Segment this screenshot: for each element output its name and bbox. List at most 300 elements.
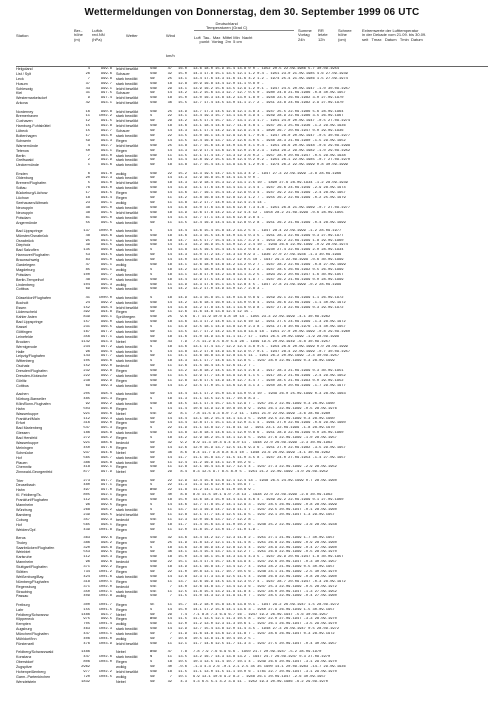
station-weather: leicht bewölkt	[116, 96, 139, 101]
station-height: 17	[85, 191, 90, 196]
station-weather: leicht bewölkt	[116, 109, 139, 114]
wind-direction: SSW	[150, 669, 157, 674]
wind-direction: SW	[150, 527, 155, 532]
wind-speed: 18	[167, 320, 172, 325]
station-pressure: 999.7	[100, 81, 112, 86]
wind-speed: 14	[167, 243, 172, 248]
station-name: Bückeburg/Lüchow	[16, 191, 48, 196]
air-temperature: 11.9	[178, 426, 187, 431]
station-name: Göttingen	[16, 329, 32, 334]
station-values: 13.6 15.4 15.8 14.2 13.2 5 4 - 1947 28.4 22.09.1999 -1.2 28.09.1977	[193, 228, 342, 233]
station-name: Husum	[16, 81, 28, 86]
table-row	[16, 221, 488, 226]
wind-speed: 22	[167, 133, 172, 138]
wind-direction: SSW	[150, 369, 157, 374]
station-height: 6	[87, 171, 90, 176]
station-weather: leicht bewölkt	[116, 119, 139, 124]
station-weather: Regen	[116, 522, 127, 527]
station-values: 11.2 14.1 12.6 11.0 10.8 9 -	[193, 488, 255, 493]
station-weather: stark bewölkt	[116, 238, 138, 243]
station-height: 96	[85, 560, 90, 565]
station-pressure: 999.9	[100, 378, 112, 383]
station-name: Cottbus	[16, 287, 29, 292]
station-values: 12.9 18.2 15.4 14.1 12.9 5 - 1951 27.6 22.09.1999 -1.0 28.09.1957	[193, 436, 337, 441]
wind-speed: 18	[167, 396, 172, 401]
wind-direction: S	[150, 436, 153, 441]
wind-direction: SSW	[150, 431, 157, 436]
station-pressure: 1002.1	[98, 589, 112, 594]
station-weather: leicht bewölkt	[116, 641, 139, 646]
wind-speed: 18	[167, 522, 172, 527]
station-values: 12.8 17.1 15.1 13.3 12.0 3.1 4 - 1961 27.0 22.09.1999 -0.6 29.09.1960	[193, 421, 346, 426]
wind-speed: 25	[167, 540, 172, 545]
station-values: 13.1 17.6 14.0 13.4 13.1 2.4 4 - 1947 26.6 24.09.1949 -2.9 28.09.1974	[193, 186, 346, 191]
station-pressure: 994.0	[100, 186, 112, 191]
station-name: Wernigerode	[16, 344, 38, 349]
wind-direction: SSW	[150, 535, 157, 540]
air-temperature: 12.0	[178, 622, 187, 627]
air-temperature: 12.9	[178, 478, 187, 483]
station-weather: Regen	[116, 540, 127, 545]
station-values: 13.6 18.4 16.0 14.1 14.0 0.8 4 - 1951 26.6 22.09.1999 -1.1 30.09.1972	[193, 300, 346, 305]
station-values: 13.0 16.0 14.4 13.2 12 0.5 10 - 1947 29.3 22.09.1999 -0.6 30.09.1999	[193, 258, 344, 263]
station-values: 7.8 11.5 9.3 8.0 7.2 11 - 1951 21.0 22.09.1999 -3.6 28.09.1980	[193, 411, 331, 416]
station-height: 5	[87, 181, 90, 186]
air-temperature: 8.1	[180, 411, 187, 416]
air-temperature: 12.6	[178, 310, 187, 315]
station-pressure: 1001.6	[98, 574, 112, 579]
air-temperature: 14.6	[178, 124, 187, 129]
station-height: 92	[85, 401, 90, 406]
wind-speed: 18	[167, 669, 172, 674]
station-height: 53	[85, 253, 90, 258]
station-pressure: 996.1	[100, 315, 112, 320]
station-weather: Regen	[116, 445, 127, 450]
station-name: München/Flughafen	[16, 632, 49, 637]
wind-speed: 18	[167, 263, 172, 268]
station-height: 300	[83, 602, 90, 607]
station-name: Norderney	[16, 109, 34, 114]
wind-direction: SW	[150, 493, 155, 498]
station-weather: Regen	[116, 426, 127, 431]
station-weather: leicht bewölkt	[116, 124, 139, 129]
air-temperature: -0.6	[178, 664, 187, 669]
station-height: 547	[83, 426, 90, 431]
wind-direction: SSW	[150, 124, 157, 129]
air-temperature: 13.5	[178, 138, 187, 143]
air-temperature: 12.8	[178, 574, 187, 579]
station-values: 13.4 14.2 12.7 12.3 11.8 2 - 1951 27.1 21.09.1999 1.7 30.09.1957	[193, 535, 335, 540]
station-height: 96	[85, 349, 90, 354]
wind-direction: S	[150, 545, 153, 550]
air-temperature: 14.1	[178, 114, 187, 119]
station-height: 143	[83, 354, 90, 359]
station-height: 152	[83, 364, 90, 369]
wind-speed: 18	[167, 334, 172, 339]
wind-speed: 11	[167, 602, 172, 607]
station-pressure: 983.0	[100, 153, 112, 158]
wind-speed: 32	[167, 679, 172, 684]
station-pressure: 992.1	[100, 493, 112, 498]
station-pressure: 996.5	[100, 287, 112, 292]
station-values: 13.2 16.9 15.5 13.0 12.2 2.4 10 - 1949 26.6 22.09.1999 -0.9 28.09.1974	[193, 243, 348, 248]
station-height: 18	[85, 196, 90, 201]
wind-direction: SSW	[150, 401, 157, 406]
station-weather: Regen	[116, 617, 127, 622]
wind-direction: SW	[150, 258, 155, 263]
station-pressure: 999.8	[100, 67, 112, 71]
station-weather: Regen	[116, 148, 127, 153]
air-temperature: 14.6	[178, 503, 187, 508]
air-temperature: 13.1	[178, 272, 187, 277]
wind-speed: 29	[167, 612, 172, 617]
station-name: Wasserkuppe	[16, 440, 39, 445]
air-temperature: 13.4	[178, 421, 187, 426]
wind-direction: SSW	[150, 282, 157, 287]
station-name: Schwerin	[16, 138, 32, 143]
station-values: 12.0 16.6 13.7 12.7 12.2 8 -	[193, 517, 255, 522]
wind-speed: 11	[167, 220, 172, 225]
station-pressure: 993.5	[100, 243, 112, 248]
station-weather: stark bewölkt	[116, 76, 138, 81]
wind-direction: SSW	[150, 71, 157, 76]
wind-direction: SW	[150, 329, 155, 334]
air-temperature: 12.4	[178, 460, 187, 465]
station-values: 13.3 17.6 15.1 13.5 12.8 4 5 - 1947 27.8 21.09.1999 -0.2 28.09.1999	[193, 282, 342, 287]
station-weather: wolkig	[116, 200, 127, 205]
station-values: 11.0 14.9 13.6 11.1 11.7 17 - 1951 26.5 20.09.1999 -1.9 28.09.1999	[193, 334, 340, 339]
wind-speed: 40	[167, 493, 172, 498]
station-name: Bocholt	[16, 300, 29, 305]
wind-speed: 7	[169, 584, 172, 589]
wind-speed: 18	[167, 295, 172, 300]
station-values: 10.8 13.1 11.7 10.7 10.5 6 - 1948 24.1 21.09.1999 -2.5 30.09.1970	[193, 570, 337, 575]
station-pressure: 999.3	[100, 416, 112, 421]
air-temperature: 15.2	[178, 171, 187, 176]
wind-direction: SSW	[150, 378, 157, 383]
air-temperature: 12.1	[178, 641, 187, 646]
station-values: 11.1 13.8 12.7 11.8 11 12 - 1951 23.1 22.09.1999 -1.8 28.09.1970	[193, 426, 335, 431]
station-name: Kassel	[16, 325, 28, 330]
station-pressure: 994.4	[100, 196, 112, 201]
station-height: 273	[83, 478, 90, 483]
wind-direction: SSW	[150, 81, 157, 86]
wind-speed: 11	[167, 153, 172, 158]
wind-direction: SW	[150, 253, 155, 258]
station-values: 11.1 13.5 12.1 11.3 10.5 8 - 1947 22.0 27.09.1947 -3.3 28.09.1970	[193, 617, 337, 622]
station-name: Brocken	[16, 339, 30, 344]
station-values: 13.6 16.8 13.9 12.8 13.5 11 - 1951 26.2 20.09.1999 -2.4 30.09.1957	[193, 354, 340, 359]
station-weather: wolkig	[116, 622, 127, 627]
air-temperature: 13.9	[178, 210, 187, 215]
station-values: 12.8 19.2 15.5 13.0 12.4 0.2 0.2 - 1951 26.1 22.09.1985 -0.7 27.09.1970	[193, 158, 351, 163]
wind-speed: 18	[167, 565, 172, 570]
station-weather: bedeckt	[116, 364, 129, 369]
station-height: 16	[85, 109, 90, 114]
wind-speed: 14	[167, 392, 172, 397]
wind-direction: SW	[150, 364, 155, 369]
station-height: 48	[85, 233, 90, 238]
station-pressure: 993.0	[100, 181, 112, 186]
station-name: Warnemünde	[16, 143, 38, 148]
station-values: 8.6 11.5 10.1 9.0 7.8 13 - 1938 22.0 22.09.1999 -2.8 30.09.1962	[193, 493, 333, 498]
air-temperature: 14.2	[178, 287, 187, 292]
station-name: Lüdenscheid	[16, 310, 37, 315]
station-weather: stark bewölkt	[116, 334, 138, 339]
wind-direction: SSW	[150, 383, 157, 388]
wind-speed: 11	[167, 196, 172, 201]
table-row	[16, 470, 488, 475]
station-name: Stötten	[16, 570, 28, 575]
air-temperature: 10.1	[178, 674, 187, 679]
station-weather: stark bewölkt	[116, 253, 138, 258]
station-height: 167	[83, 329, 90, 334]
station-weather: Nebel	[116, 450, 126, 455]
air-temperature: 14.2	[178, 91, 187, 96]
station-name: Nürburg-Barweiler	[16, 396, 46, 401]
station-pressure: 994.8	[100, 310, 112, 315]
station-pressure: 998.4	[100, 305, 112, 310]
wind-direction: S	[150, 507, 153, 512]
wind-speed: 11	[167, 364, 172, 369]
station-values: 13.1 18.4 14.6 12.7 11.8 4.8 1 - 1947 26.3 25.09.1936 -1.2 29.09.1936	[193, 124, 346, 129]
station-pressure: 988.6	[100, 440, 112, 445]
station-weather: Sprühregen	[116, 315, 136, 320]
station-height: 4	[87, 67, 90, 71]
station-height: 96	[85, 503, 90, 508]
wind-speed: 14	[167, 129, 172, 134]
station-name: Frankfurt/Main	[16, 416, 40, 421]
station-name: Halle	[16, 349, 25, 354]
station-pressure: 1002.6	[98, 655, 112, 660]
air-temperature: 12.8	[178, 378, 187, 383]
wind-speed: 11	[167, 655, 172, 660]
air-temperature: 13.5	[178, 133, 187, 138]
station-values: 13.1 16.8 14.7 13.4 12.7 4 - 1953 28.2 21.09.1999 0.5 30.09.1957	[193, 565, 335, 570]
station-pressure: 1004.0	[98, 636, 112, 641]
wind-speed: 22	[167, 560, 172, 565]
station-weather: stark bewölkt	[116, 354, 138, 359]
station-name: Deuselbach	[16, 483, 36, 488]
air-temperature: 14.6	[178, 233, 187, 238]
wind-speed: 11	[167, 517, 172, 522]
station-height: 424	[83, 574, 90, 579]
station-weather: stark bewölkt	[116, 325, 138, 330]
air-temperature: 10.5	[178, 659, 187, 664]
wind-speed: 18	[167, 344, 172, 349]
station-height: 48	[85, 277, 90, 282]
station-pressure: 999.7	[100, 374, 112, 378]
station-name: Straubing	[16, 589, 32, 594]
station-values: 13.0 17.2 14.7 14.3 13 0.9 3 - 1936 27.0 27.09.1936 -1.3 30.09.1999	[193, 253, 342, 258]
station-pressure: 999.8	[100, 369, 112, 374]
air-temperature: 14.2	[178, 300, 187, 305]
wind-direction: SSW	[150, 339, 157, 344]
table-row	[16, 384, 488, 389]
station-pressure: 999.3	[100, 383, 112, 388]
station-pressure: 998.7	[100, 455, 112, 460]
station-weather: stark bewölkt	[116, 220, 138, 225]
wind-direction: S	[150, 114, 153, 119]
station-pressure: 997.1	[100, 483, 112, 488]
wind-speed: 11	[167, 369, 172, 374]
station-height: 137	[83, 228, 90, 233]
station-weather: stark bewölkt	[116, 589, 138, 594]
air-temperature: 13.8	[178, 349, 187, 354]
station-name: Potsdam	[16, 215, 31, 220]
station-height: 450	[83, 445, 90, 450]
wind-direction: SW	[150, 163, 155, 168]
station-values: 7.1 8.8 7.3 6.9 6.7 16 - 1947 19.2 26.09.1947 -5.6 30.09.1957	[193, 612, 328, 617]
wind-direction: SSW	[150, 67, 157, 71]
air-temperature: 14.7	[178, 238, 187, 243]
wind-speed: 18	[167, 659, 172, 664]
station-weather: leicht bewölkt	[116, 67, 139, 71]
station-name: Kahler Asten	[16, 315, 37, 320]
station-name: Bad Salzuflen	[16, 248, 39, 253]
wind-speed: 14	[167, 305, 172, 310]
wind-speed: 14	[167, 138, 172, 143]
station-pressure: 995.3	[100, 282, 112, 287]
air-temperature: 13.9	[178, 325, 187, 330]
air-temperature: 14.1	[178, 263, 187, 268]
station-pressure: 1000.1	[98, 579, 112, 584]
table-row	[16, 528, 488, 533]
station-weather: stark bewölkt	[116, 258, 138, 263]
station-values: 13.1 17.7 14.6 13.5 12.8 5 - 1947 28.0 22.09.1999 0.3 28.09.1999	[193, 359, 335, 364]
station-name: Freiburg	[16, 602, 30, 607]
air-temperature: 14.4	[178, 392, 187, 397]
wind-direction: N	[150, 655, 153, 660]
station-values: 12.6 17.8 14.2 13.2 12 4.4 12 - 1958 28.2 21.09.1999 -0.6 28.09.1955	[193, 210, 344, 215]
station-pressure: 999.2	[100, 300, 112, 305]
station-height: 503	[83, 406, 90, 411]
station-weather: stark bewölkt	[116, 153, 138, 158]
station-weather: stark bewölkt	[116, 277, 138, 282]
station-values: 12.4 16.8 13.7 13.2 12.6 3.0 5 - 1948 28.3 21.09.1980 -1.5 29.09.1952	[193, 138, 346, 143]
station-name: Oschatz	[16, 364, 30, 369]
wind-direction: SW	[150, 664, 155, 669]
station-pressure: 997.7	[100, 354, 112, 359]
station-name: Bad Lippspringe	[16, 320, 43, 325]
air-temperature: 15.0	[178, 96, 187, 101]
station-weather: bedeckt	[116, 560, 129, 565]
wind-direction: SSW	[150, 277, 157, 282]
station-pressure: 993.3	[100, 138, 112, 143]
wind-direction: SSW	[150, 210, 157, 215]
station-pressure: 992.8	[100, 124, 112, 129]
air-temperature: 13.4	[178, 158, 187, 163]
wind-speed: 11	[167, 512, 172, 517]
wind-direction: SSW	[150, 243, 157, 248]
table-header	[16, 20, 488, 67]
station-values: 13.1 17.2 15.0 13.9 13.0 0.3 10 - 1949 26.0 25.09.1999 0.3 28.09.1963	[193, 392, 346, 397]
air-temperature: 14.4	[178, 416, 187, 421]
wind-speed: 18	[167, 124, 172, 129]
air-temperature: 13.6	[178, 545, 187, 550]
station-weather: stark bewölkt	[116, 655, 138, 660]
air-temperature: 14.3	[178, 243, 187, 248]
wind-direction: SW	[150, 450, 155, 455]
station-pressure: 998.3	[100, 498, 112, 503]
station-values: 13.4 15.4 13.7 13.1 12.2 7 - 1951 26.8 22.09.1999 -0.5 28.09.1970	[193, 550, 337, 555]
station-name: Erfurt	[16, 421, 26, 426]
station-pressure: 996.8	[100, 406, 112, 411]
station-values: 11.2 13.0 12.3 11.3 10.6 1 - 1947 26.1 26.09.1947 -3.5 29.09.1970	[193, 622, 337, 627]
station-weather: leicht bewölkt	[116, 210, 139, 215]
station-pressure: 1002.3	[98, 627, 112, 632]
wind-speed: 25	[167, 109, 172, 114]
station-weather: stark bewölkt	[116, 158, 138, 163]
wind-direction: SSW	[150, 186, 157, 191]
station-height: 231	[83, 325, 90, 330]
station-values: 14.3 17.8 15.1 13.5 12.1 1.2 0.4 - 1951 23.0 21.09.1985 4.6 27.09.1939	[193, 71, 348, 76]
air-temperature: 8.8	[180, 493, 187, 498]
station-height: 357	[83, 517, 90, 522]
station-name: Hamburg-Fuhlsbüttel	[16, 124, 51, 129]
station-values: 12.8 18.4 14.6 13.1 12.0 0.8 6 - 1951 28.9 22.09.1999 0.0 28.09.1960	[193, 431, 344, 436]
wind-direction: SSW	[150, 315, 157, 320]
wind-speed: 29	[167, 119, 172, 124]
station-name: Oldenburg	[16, 176, 34, 181]
station-name: Bremerhaven	[16, 114, 39, 119]
station-weather: Regen	[116, 602, 127, 607]
air-temperature: 14.2	[178, 119, 187, 124]
wind-direction: SSW	[150, 143, 157, 148]
station-name: Wasserkuppe	[16, 411, 39, 416]
station-name: Wendelstein	[16, 679, 37, 684]
wind-speed: 14	[167, 191, 172, 196]
station-height: 17	[85, 133, 90, 138]
wind-speed: 36	[167, 450, 172, 455]
station-pressure: 998.8	[100, 460, 112, 465]
wind-direction: SW	[150, 133, 155, 138]
station-values: 11.1 15.8 13.7 11.5 11.0 3.5 8 - 1947 24.0 27.09.1953 -1.4 27.09.1957	[193, 455, 346, 460]
wind-speed: 14	[167, 416, 172, 421]
air-temperature: 14.3	[178, 359, 187, 364]
wind-direction: SW	[150, 76, 155, 81]
station-height: 155	[83, 607, 90, 612]
wind-speed: 22	[167, 478, 172, 483]
wind-speed: 22	[167, 488, 172, 493]
station-values: 13.4 17.4 15.7 14.6 13.9 4 - 1947 29.6 20.09.1947 -0.3 30.09.1957	[193, 560, 337, 565]
station-values: 12.3 16.9 14.7 12.9 11.1 7 - 1947 29.5 20.09.1947 -0.1 28.09.1960	[193, 507, 337, 512]
station-height: 20	[85, 176, 90, 181]
wind-speed: 25	[167, 143, 172, 148]
wind-direction: S	[150, 483, 153, 488]
wind-direction: SSW	[150, 498, 157, 503]
wind-speed: 11	[167, 329, 172, 334]
station-values: 13.4 17.6 14.3 11.6 11.6 4.2 1.2 - 1974 25.4 21.09.1986 1.5 27.09.1974	[193, 76, 348, 81]
station-name: Köln/Bonn-Flughafen	[16, 401, 51, 406]
wind-speed: 43	[167, 339, 172, 344]
station-values: 13.6 18.0 15.9 15.4 14.8 0 0 - 1952 20.5 22.09.1986 5.7 30.09.1954	[193, 67, 340, 71]
station-weather: stark bewölkt	[116, 176, 138, 181]
station-height: 26	[85, 71, 90, 76]
air-temperature: 13.8	[178, 431, 187, 436]
air-temperature: 12.3	[178, 517, 187, 522]
station-height: 47	[85, 263, 90, 268]
station-weather: wolkig	[116, 594, 127, 599]
station-name: Bad Hersfeld	[16, 436, 38, 441]
station-weather: stark bewölkt	[116, 248, 138, 253]
station-pressure: 997.4	[100, 96, 112, 101]
station-values: 11.0 14.3 12.3 11.9 11.0 7 - 1947 28.5 22.09.1999 -0.4 27.09.1960	[193, 594, 337, 599]
station-height: 105	[83, 359, 90, 364]
wind-direction: SSW	[150, 574, 157, 579]
station-pressure: 999.2	[100, 565, 112, 570]
wind-direction: SW	[150, 550, 155, 555]
